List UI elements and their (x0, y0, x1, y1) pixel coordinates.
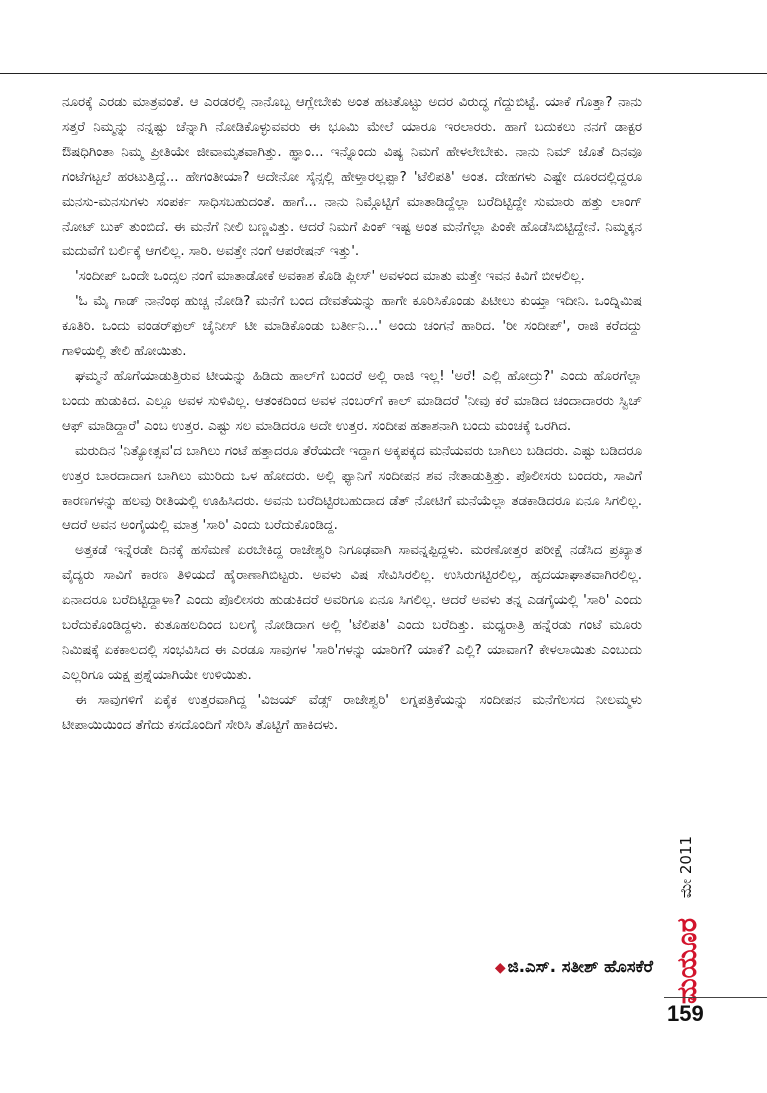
issue-date-text: ಮೇ 2011 (677, 835, 696, 899)
diamond-bullet-icon: ◆ (494, 960, 506, 976)
story-paragraph: 'ಸಂದೀಪ್ ಒಂದೇ ಒಂದ್ಸಲ ನಂಗೆ ಮಾತಾಡೋಕೆ ಅವಕಾಶ ಕೊಡಿ ಪ್ಲೀಸ್' ಅವಳಂದ ಮಾತು ಮತ್ತೇ ಇವನ ಕಿವಿಗೆ ಬೀಳಲಿಲ್ಲ. (75, 269, 585, 285)
issue-date (666, 812, 706, 922)
story-paragraph: ಅತ್ತಕಡೆ ಇನ್ನೆರಡೇ ದಿನಕ್ಕೆ ಹಸೆಮಣೆ ಏರಬೇಕಿದ್ದ ರಾಜೇಶ್ವರಿ ನಿಗೂಢವಾಗಿ ಸಾವನ್ನಪ್ಪಿದ್ದಳು. ಮರಣೋತ್ತರ ಪರೀಕ್ಷೆ ನಡೆಸಿದ ಪ್ರಖ್ಯಾತ ವೈದ್ಯರು ಸಾವಿಗೆ ಕಾರಣ ತಿಳಿಯದೆ ಹೈರಾಣಾಗಿಬಿಟ್ಟರು. ಅವಳು ವಿಷ ಸೇವಿಸಿರಲಿಲ್ಲ. ಉಸಿರುಗಟ್ಟಿರಲಿಲ್ಲ, ಹೃದಯಾಘಾತವಾಗಿರಲಿಲ್ಲ. ಏನಾದರೂ ಬರೆದಿಟ್ಟಿದ್ದಾಳಾ? ಎಂದು ಪೊಲೀಸರು ಹುಡುಕಿದರೆ ಅವರಿಗೂ ಏನೂ ಸಿಗಲಿಲ್ಲ. ಆದರೆ ಅವಳು ತನ್ನ ಎಡಗೈಯಲ್ಲಿ 'ಸಾರಿ' ಎಂದು ಬರೆದುಕೊಂಡಿದ್ದಳು. ಕುತೂಹಲದಿಂದ ಬಲಗೈ ನೋಡಿದಾಗ ಅಲ್ಲಿ 'ಟೆಲಿಪತಿ' ಎಂದು ಬರೆದಿತ್ತು. ಮಧ್ಯರಾತ್ರಿ ಹನ್ನೆರಡು ಗಂಟೆ ಮೂರು ನಿಮಿಷಕ್ಕೆ ಏಕಕಾಲದಲ್ಲಿ ಸಂಭವಿಸಿದ ಈ ಎರಡೂ ಸಾವುಗಳ 'ಸಾರಿ'ಗಳನ್ನು ಯಾರಿಗೆ? ಯಾಕೆ? ಎಲ್ಲಿ? ಯಾವಾಗ? ಕೇಳಲಾಯಿತು ಎಂಬುದು ಎಲ್ಲರಿಗೂ ಯಕ್ಷ ಪ್ರಶ್ನೆಯಾಗಿಯೇ ಉಳಿಯಿತು. (62, 543, 642, 683)
story-paragraph: ಘಮ್ಮನೆ ಹೊಗೆಯಾಡುತ್ತಿರುವ ಟೀಯನ್ನು ಹಿಡಿದು ಹಾಲ್‌ಗೆ ಬಂದರೆ ಅಲ್ಲಿ ರಾಜಿ ಇಲ್ಲ! 'ಅರೆ! ಎಲ್ಲಿ ಹೋದ್ರು?' ಎಂದು ಹೊರಗೆಲ್ಲಾ ಬಂದು ಹುಡುಕಿದ. ಎಲ್ಲೂ ಅವಳ ಸುಳಿವಿಲ್ಲ. ಆತಂಕದಿಂದ ಅವಳ ನಂಬರ್‌ಗೆ ಕಾಲ್ ಮಾಡಿದರೆ 'ನೀವು ಕರೆ ಮಾಡಿದ ಚಂದಾದಾರರು ಸ್ವಿಚ್ ಆಫ್ ಮಾಡಿದ್ದಾರೆ' ಎಂಬ ಉತ್ತರ. ಎಷ್ಟು ಸಲ ಮಾಡಿದರೂ ಅದೇ ಉತ್ತರ. ಸಂದೀಪ ಹತಾಶನಾಗಿ ಬಂದು ಮಂಚಕ್ಕೆ ಒರಗಿದ. (62, 368, 642, 434)
story-paragraph: 'ಓ ಮೈ ಗಾಡ್ ನಾನೆಂಥ ಹುಚ್ಚ ನೋಡಿ? ಮನೆಗೆ ಬಂದ ದೇವತೆಯನ್ನು ಹಾಗೇ ಕೂರಿಸಿಕೊಂಡು ಪಿಟೀಲು ಕುಯ್ತಾ ಇದೀನಿ. ಒಂದ್ನಿಮಿಷ ಕೂತಿರಿ. ಒಂದು ವಂಡರ್‌ಫುಲ್ ಚೈನೀಸ್ ಟೀ ಮಾಡಿಕೊಂಡು ಬರ್ತೀನಿ...' ಅಂದು ಚಂಗನೆ ಹಾರಿದ. 'ರೀ ಸಂದೀಪ್', ರಾಜಿ ಕರೆದದ್ದು ಗಾಳಿಯಲ್ಲಿ ತೇಲಿ ಹೋಯಿತು. (62, 294, 642, 360)
magazine-logo (668, 917, 708, 1005)
story-paragraph: ನೂರಕ್ಕೆ ಎರಡು ಮಾತ್ರವಂತೆ. ಆ ಎರಡರಲ್ಲಿ ನಾನೊಬ್ಬ ಆಗ್ಲೇಬೇಕು ಅಂತ ಹಟತೊಟ್ಟು ಅದರ ವಿರುದ್ಧ ಗೆದ್ದುಬಿಟ್ಟೆ. ಯಾಕೆ ಗೊತ್ತಾ? ನಾನು ಸತ್ತರೆ ನಿಮ್ಮನ್ನು ನನ್ನಷ್ಟು ಚೆನ್ನಾಗಿ ನೋಡಿಕೊಳ್ಳುವವರು ಈ ಭೂಮಿ ಮೇಲೆ ಯಾರೂ ಇರಲಾರರು. ಹಾಗೆ ಬದುಕಲು ನನಗೆ ಡಾಕ್ಟರ ಔಷಧಿಗಿಂತಾ ನಿಮ್ಮ ಪ್ರೀತಿಯೇ ಜೀವಾಮೃತವಾಗಿತ್ತು. ಹ್ಞಾಂ... ಇನ್ನೊಂದು ವಿಷ್ಯ ನಿಮಗೆ ಹೇಳಲೇಬೇಕು. ನಾನು ನಿಮ್ ಜೊತೆ ದಿನವೂ ಗಂಟೆಗಟ್ಟಲೆ ಹರಟುತ್ತಿದ್ದೆ... ಹೇಗಂತೀಯಾ? ಅದೇನೋ ಸೈನ್ಸಲ್ಲಿ ಹೇಳ್ತಾರಲ್ಲಪ್ಪಾ? 'ಟೆಲಿಪತಿ' ಅಂತ. ದೇಹಗಳು ಎಷ್ಟೇ ದೂರದಲ್ಲಿದ್ದರೂ ಮನಸು-ಮನಸುಗಳು ಸಂಪರ್ಕ ಸಾಧಿಸಬಹುದಂತೆ. ಹಾಗೆ... ನಾನು ನಿಮ್ಗೊಟ್ಟಿಗೆ ಮಾತಾಡಿದ್ದೆಲ್ಲಾ ಬರೆದಿಟ್ಟಿದ್ದೇ ಸುಮಾರು ಹತ್ತು ಲಾಂಗ್ ನೋಟ್ ಬುಕ್ ತುಂಬಿದೆ. ಈ ಮನೆಗೆ ನೀಲಿ ಬಣ್ಣವಿತ್ತು. ಆದರೆ ನಿಮಗೆ ಪಿಂಕ್ ಇಷ್ಟ ಅಂತ ಮನೆಗೆಲ್ಲಾ ಪಿಂಕೇ ಹೊಡೆಸಿಬಿಟ್ಟಿದ್ದೇನೆ. ನಿಮ್ಮಕ್ಕನ ಮದುವೆಗೆ ಬರ್ಲಿಕ್ಕೆ ಆಗಲಿಲ್ಲ. ಸಾರಿ. ಅವತ್ತೇ ನಂಗೆ ಆಪರೇಷನ್ ಇತ್ತು'. (62, 95, 642, 260)
magazine-logo-text: ಮಯೂರ (672, 917, 704, 1005)
footer-divider (664, 997, 767, 998)
author-byline (428, 957, 653, 977)
story-paragraph: ಈ ಸಾವುಗಳಿಗೆ ಏಕೈಕ ಉತ್ತರವಾಗಿದ್ದ 'ವಿಜಯ್ ವೆಡ್ಸ್ ರಾಜೇಶ್ವರಿ' ಲಗ್ನಪತ್ರಿಕೆಯನ್ನು ಸಂದೀಪನ ಮನೆಗೆಲಸದ ನೀಲಮ್ಮಳು ಟೀಪಾಯಿಯಿಂದ ತೆಗೆದು ಕಸದೊಂದಿಗೆ ಸೇರಿಸಿ ತೊಟ್ಟಿಗೆ ಹಾಕಿದಳು. (62, 692, 642, 733)
story-body (62, 91, 642, 739)
story-paragraph: ಮರುದಿನ 'ನಿತ್ಯೋತ್ಸವ'ದ ಬಾಗಿಲು ಗಂಟೆ ಹತ್ತಾದರೂ ತೆರೆಯದೇ ಇದ್ದಾಗ ಅಕ್ಕಪಕ್ಕದ ಮನೆಯವರು ಬಾಗಿಲು ಬಡಿದರು. ಎಷ್ಟು ಬಡಿದರೂ ಉತ್ತರ ಬಾರದಾದಾಗ ಬಾಗಿಲು ಮುರಿದು ಒಳ ಹೋದರು. ಅಲ್ಲಿ ಫ್ಯಾನಿಗೆ ಸಂದೀಪನ ಶವ ನೇತಾಡುತ್ತಿತ್ತು. ಪೊಲೀಸರು ಬಂದರು, ಸಾವಿಗೆ ಕಾರಣಗಳನ್ನು ಹಲವು ರೀತಿಯಲ್ಲಿ ಊಹಿಸಿದರು. ಅವನು ಬರೆದಿಟ್ಟಿರಬಹುದಾದ ಡೆತ್ ನೋಟಿಗೆ ಮನೆಯೆಲ್ಲಾ ತಡಕಾಡಿದರೂ ಏನೂ ಸಿಗಲಿಲ್ಲ. ಆದರೆ ಅವನ ಅಂಗೈಯಲ್ಲಿ ಮಾತ್ರ 'ಸಾರಿ' ಎಂದು ಬರೆದುಕೊಂಡಿದ್ದ. (62, 443, 642, 534)
author-name: ಜಿ.ಎಸ್. ಸತೀಶ್ ಹೊಸಕೆರೆ (507, 957, 653, 976)
page-number: 159 (667, 1001, 704, 1026)
top-divider (0, 73, 767, 74)
